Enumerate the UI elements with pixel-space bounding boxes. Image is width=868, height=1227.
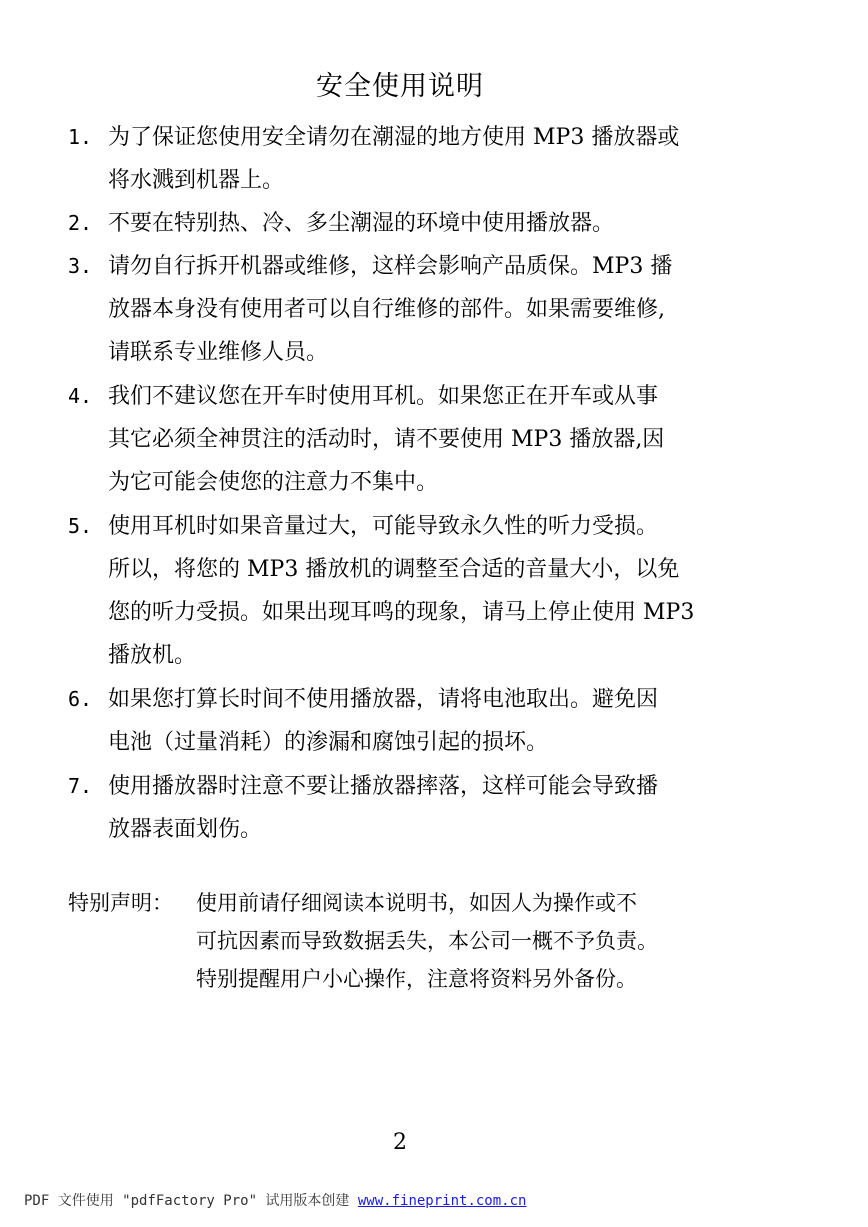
item-line: 所以，将您的 MP3 播放机的调整至合适的音量大小，以免 bbox=[108, 557, 680, 582]
item-number: 4. bbox=[68, 384, 93, 408]
item-number: 2. bbox=[68, 211, 93, 235]
item-number: 6. bbox=[68, 687, 93, 711]
page-number: 2 bbox=[393, 1130, 407, 1155]
notice-line: 使用前请仔细阅读本说明书，如因人为操作或不 bbox=[196, 891, 637, 915]
item-line: 使用播放器时注意不要让播放器摔落，这样可能会导致播 bbox=[108, 774, 659, 799]
item-number: 7. bbox=[68, 774, 93, 798]
notice-line: 可抗因素而导致数据丢失，本公司一概不予负责。 bbox=[196, 929, 658, 953]
pdf-footer bbox=[24, 1190, 526, 1210]
item-line: 放器本身没有使用者可以自行维修的部件。如果需要维修, bbox=[108, 297, 665, 322]
item-line: 其它必须全神贯注的活动时，请不要使用 MP3 播放器,因 bbox=[108, 427, 665, 452]
page-title: 安全使用说明 bbox=[316, 71, 484, 102]
item-line: 请联系专业维修人员。 bbox=[108, 340, 329, 365]
item-line: 我们不建议您在开车时使用耳机。如果您正在开车或从事 bbox=[108, 384, 659, 409]
item-line: 放器表面划伤。 bbox=[108, 817, 263, 842]
item-number: 3. bbox=[68, 254, 93, 278]
item-number: 1. bbox=[68, 125, 93, 149]
item-line: 播放机。 bbox=[108, 643, 197, 668]
item-line: 不要在特别热、冷、多尘潮湿的环境中使用播放器。 bbox=[108, 211, 615, 236]
item-line: 使用耳机时如果音量过大，可能导致永久性的听力受损。 bbox=[108, 514, 659, 539]
item-line: 如果您打算长时间不使用播放器，请将电池取出。避免因 bbox=[108, 687, 659, 712]
footer-text: PDF 文件使用 "pdfFactory Pro" 试用版本创建 bbox=[24, 1193, 358, 1209]
item-line: 请勿自行拆开机器或维修，这样会影响产品质保。MP3 播 bbox=[108, 254, 673, 279]
item-line: 为它可能会使您的注意力不集中。 bbox=[108, 470, 439, 495]
item-line: 将水溅到机器上。 bbox=[108, 168, 285, 193]
notice-line: 特别提醒用户小心操作，注意将资料另外备份。 bbox=[196, 967, 637, 991]
item-line: 您的听力受损。如果出现耳鸣的现象，请马上停止使用 MP3 bbox=[108, 600, 695, 625]
notice-label: 特别声明： bbox=[68, 891, 173, 915]
item-number: 5. bbox=[68, 514, 93, 538]
item-line: 电池（过量消耗）的渗漏和腐蚀引起的损坏。 bbox=[108, 730, 549, 755]
item-line: 为了保证您使用安全请勿在潮湿的地方使用 MP3 播放器或 bbox=[108, 125, 680, 150]
footer-link[interactable]: www.fineprint.com.cn bbox=[357, 1193, 527, 1209]
